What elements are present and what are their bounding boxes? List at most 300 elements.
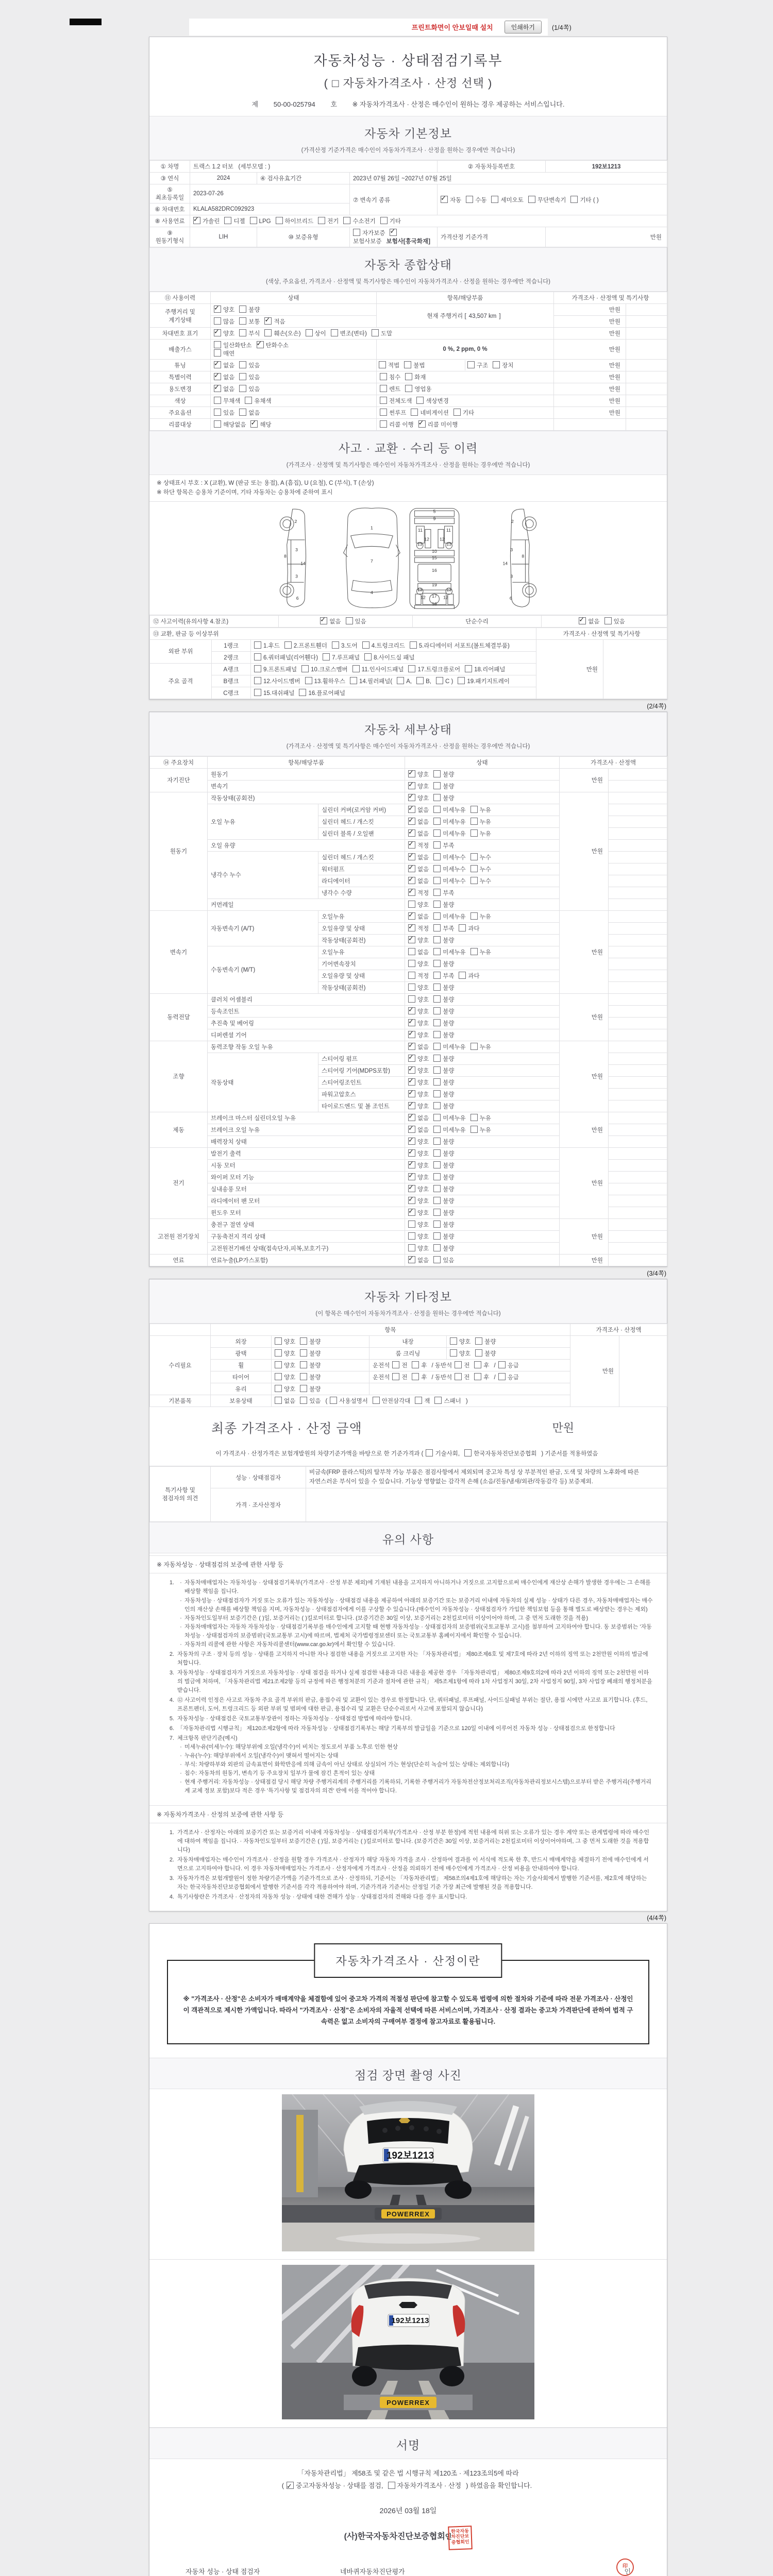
checkbox-unchecked — [380, 420, 387, 428]
row-vin-marking-label: 차대번호 표기 — [150, 328, 211, 340]
checkbox-unchecked — [380, 397, 387, 404]
checkbox-label: 적정 — [417, 890, 429, 896]
blank-cell — [609, 958, 667, 970]
state-options — [405, 851, 560, 863]
vin-marking-state — [211, 328, 554, 340]
checkbox-unchecked — [470, 1114, 478, 1121]
checkbox-checked — [408, 1055, 415, 1062]
checkbox-label: 미세누유 — [443, 913, 466, 920]
value-engine-type: LIH — [190, 227, 257, 247]
checkbox-unchecked — [433, 1078, 441, 1086]
checkbox-unchecked — [275, 1373, 282, 1380]
checkbox-unchecked — [433, 1232, 441, 1240]
checkbox-unchecked — [408, 995, 415, 1003]
checkbox-unchecked — [433, 889, 441, 896]
price-cell: 만원 — [554, 383, 626, 395]
checkbox-label: 불량 — [443, 1079, 455, 1086]
checkbox-unchecked — [433, 818, 441, 825]
checkbox-label: 없음 — [417, 1044, 429, 1050]
signature-row — [186, 2562, 631, 2576]
checkbox-label: 사용설명서 — [339, 1398, 368, 1404]
checkbox-label: 없음 — [223, 363, 235, 369]
checkbox-unchecked — [408, 1244, 415, 1251]
checkbox-unchecked — [467, 361, 475, 368]
checkbox-label: 미세누유 — [443, 949, 466, 956]
checkbox-label: 양호 — [417, 1233, 429, 1240]
notice-item: 3. 자동차가격은 보험개발원이 정한 차량기준가액을 기준가격으로 조사 · 산정하되, 기준서는 「자동차관리법」 제58조의4제1호에 해당하는 자는 기술사회에서 발행한 기준서를, 제2호에 해당하는 자는 한국자동차진단보증협회에서 발행한 기준서를 각각 적용하여야 하며, 기준가격과 기준서는 산정일 기준 가장 최근에 발행된 것을 적용합니다. — [169, 1875, 647, 1890]
blank-cell — [609, 946, 667, 958]
checkbox-label: 전 — [464, 1374, 470, 1381]
checkbox-unchecked — [466, 196, 473, 203]
checkbox-label: 없음 — [417, 878, 429, 885]
appraisal-guide-title: 자동차가격조사 · 산정이란 — [314, 1943, 502, 1978]
blank-head — [150, 1324, 211, 1335]
row-recall-label: 리콜대상 — [150, 419, 211, 431]
state-options — [405, 1136, 560, 1147]
blank-cell — [609, 1064, 667, 1076]
checkbox-label: 없음 — [417, 1127, 429, 1133]
device-group: 연료 — [150, 1254, 208, 1266]
print-button[interactable]: 인쇄하기 — [505, 21, 542, 33]
state-options — [405, 1230, 560, 1242]
checkbox-label: 불량 — [443, 1174, 455, 1181]
blank-cell — [609, 1218, 667, 1230]
checkbox-label: 양호 — [284, 1386, 296, 1393]
checkbox-unchecked — [433, 1197, 441, 1204]
svg-text:192보1213: 192보1213 — [391, 2316, 429, 2325]
text-segment: 운전석 — [373, 1362, 390, 1369]
checkbox-unchecked — [408, 665, 415, 672]
diagram-part-number: 2 — [511, 518, 514, 524]
checkbox-label: 잭 — [424, 1398, 430, 1404]
state-options — [405, 804, 560, 816]
diagram-part-number: 3 — [295, 547, 298, 552]
checkbox-unchecked — [433, 1185, 441, 1192]
checkbox-label: 불량 — [443, 1067, 455, 1074]
checkbox-checked — [214, 361, 221, 368]
checkbox-label: 미세누유 — [443, 1044, 466, 1050]
checkbox-checked — [408, 794, 415, 801]
state-options — [405, 816, 560, 827]
checkbox-label: 후 — [421, 1362, 427, 1369]
checkbox-unchecked — [275, 1385, 282, 1392]
diagram-legend — [149, 475, 667, 502]
section-title: 사고 · 교환 · 수리 등 이력 — [338, 442, 478, 455]
exchange-price-header: 가격조사 · 산정액 및 특기사항 — [536, 628, 667, 639]
checkbox-label: 양호 — [417, 1198, 429, 1205]
checkbox-label: 불량 — [443, 1008, 455, 1015]
state-options — [405, 993, 560, 1005]
checkbox-label: 불량 — [443, 1139, 455, 1145]
checkbox-unchecked — [300, 1337, 307, 1345]
checkbox-unchecked — [350, 677, 357, 684]
section-subtitle: (색상, 주요옵션, 가격조사 · 산정액 및 특기사항은 매수인이 자동차가격조사 · 산정을 원하는 경우에만 적습니다) — [265, 279, 551, 285]
row-usage-change-label: 용도변경 — [150, 383, 211, 395]
checkbox-unchecked — [475, 1349, 482, 1357]
checkbox-unchecked — [346, 617, 353, 624]
checkbox-unchecked — [254, 665, 261, 672]
sub-item-label: 라디에이터 — [318, 875, 405, 887]
checkbox-unchecked — [464, 1449, 472, 1456]
checkbox-unchecked — [353, 229, 360, 236]
page-indicator-3: (3/4쪽) — [647, 1269, 666, 1277]
diagram-part-number: 4 — [371, 589, 373, 595]
table-cell — [369, 1383, 570, 1395]
checkbox-checked — [408, 782, 415, 789]
sub-item-label: 스티어링 기어(MDPS포함) — [318, 1064, 405, 1076]
checkbox-unchecked — [433, 853, 441, 860]
main-options-state — [211, 407, 377, 419]
sub-item-label: 스티어링조인트 — [318, 1076, 405, 1088]
checkbox-label: 없음 — [588, 618, 600, 625]
checkbox-unchecked — [459, 972, 466, 979]
sub-item-label: 스티어링 펌프 — [318, 1053, 405, 1064]
checkbox-unchecked — [433, 1221, 441, 1228]
checkbox-label: A, — [406, 678, 412, 685]
diagram-part-number: 6 — [296, 595, 299, 601]
blank-cell — [609, 875, 667, 887]
checkbox-unchecked — [433, 1055, 441, 1062]
checkbox-label: 기술사회, — [435, 1450, 460, 1457]
state-options — [405, 827, 560, 839]
checkbox-unchecked — [323, 653, 330, 660]
item-label: 구동축전지 격리 상태 — [208, 1230, 405, 1242]
section-title: 유의 사항 — [382, 1533, 434, 1547]
checkbox-label: 불량 — [484, 1350, 496, 1357]
sign-role-label: 자동차 성능 · 상태 점검자 — [186, 2567, 260, 2575]
checkbox-unchecked — [405, 373, 412, 380]
checkbox-unchecked — [411, 409, 418, 416]
blank-cell — [626, 407, 667, 419]
section-overall-header — [149, 247, 667, 292]
checkbox-label: 미세누유 — [443, 819, 466, 825]
blank-cell — [626, 419, 667, 431]
checkbox-label: 적법 — [388, 363, 400, 369]
blank-cell — [609, 863, 667, 875]
checkbox-unchecked — [275, 1349, 282, 1357]
checkbox-label: 양호 — [417, 1186, 429, 1193]
checkbox-unchecked — [214, 317, 221, 325]
checkbox-unchecked — [433, 1114, 441, 1121]
diagram-part-number: 17 — [432, 593, 437, 599]
blank-cell — [609, 1207, 667, 1218]
checkbox-label: 1.후드 — [263, 642, 280, 649]
sub-item-label: 실린더 헤드 / 개스킷 — [318, 851, 405, 863]
table-cell — [369, 1371, 570, 1383]
sub-item-label: 오일유량 및 상태 — [318, 970, 405, 981]
checkbox-label: 양호 — [223, 307, 235, 313]
blank-cell — [609, 1159, 667, 1171]
checkbox-unchecked — [330, 1397, 337, 1404]
blank-cell — [609, 1124, 667, 1136]
doc-no-suffix: 호 — [330, 100, 337, 108]
checkbox-label: 불량 — [443, 1233, 455, 1240]
checkbox-label: 미세누수 — [443, 866, 466, 873]
checkbox-unchecked — [433, 1007, 441, 1014]
org-seal-stamp: 한국자동차진단보증협회인 — [448, 2526, 473, 2550]
checkbox-checked — [408, 924, 415, 931]
checkbox-label: 썬루프 — [389, 410, 407, 416]
overall-condition-table — [149, 292, 667, 431]
checkbox-label: 부족 — [443, 890, 455, 896]
section-notice-header — [149, 1522, 667, 1553]
checkbox-unchecked — [408, 1221, 415, 1228]
price-cell: 만원 — [554, 407, 626, 419]
checkbox-checked — [408, 770, 415, 777]
item-label: 작동상태(공회전) — [208, 792, 405, 804]
diagram-part-number: 2 — [294, 518, 297, 524]
checkbox-label: 부족 — [443, 925, 455, 932]
blank-cell — [626, 304, 667, 316]
checkbox-label: 전체도색 — [389, 398, 412, 404]
sub-item-label: 오일유량 및 상태 — [318, 922, 405, 934]
usage-change-detail — [377, 383, 554, 395]
diagram-part-number: 3 — [510, 547, 513, 552]
checkbox-checked — [408, 1256, 415, 1263]
text-segment: / 동반석 — [431, 1362, 452, 1369]
checkbox-label: 없음 — [223, 386, 235, 393]
checkbox-label: 적정 — [417, 842, 429, 849]
checkbox-unchecked — [405, 385, 412, 392]
checkbox-label: 불량 — [443, 1245, 455, 1252]
value-transmission-type — [438, 184, 667, 215]
checkbox-label: 없음 — [417, 949, 429, 956]
checkbox-label: 없음 — [248, 410, 260, 416]
checkbox-unchecked — [379, 361, 386, 368]
checkbox-label: LPG — [259, 218, 271, 225]
checkbox-unchecked — [470, 1043, 478, 1050]
checkbox-label: 없음 — [417, 1115, 429, 1122]
checkbox-checked — [408, 1031, 415, 1038]
value-car-name: 트랙스 1.2 터보 (세부모델 : ) — [190, 161, 438, 173]
blank-cell — [609, 839, 667, 851]
checkbox-label: 없음 — [417, 807, 429, 814]
text-segment: / — [494, 1362, 496, 1369]
section-accident-header — [149, 431, 667, 475]
state-options — [405, 887, 560, 899]
checkbox-label: 적정 — [417, 925, 429, 932]
state-options — [405, 946, 560, 958]
checkbox-label: 탄화수소 — [265, 343, 289, 349]
notice-item: 5. 자동차성능 · 상태점검은 국토교통부장관이 정하는 자동차성능 · 상태점검 방법에 따라야 합니다. — [169, 1716, 412, 1722]
blank-cell — [609, 792, 667, 804]
checkbox-checked — [408, 1161, 415, 1168]
checkbox-unchecked — [250, 217, 257, 224]
checkbox-unchecked — [214, 409, 221, 416]
checkbox-unchecked — [470, 853, 478, 860]
checkbox-label: 리콜 이행 — [389, 422, 414, 428]
checkbox-label: 있음 — [223, 410, 235, 416]
signature-block — [149, 2459, 667, 2576]
label-first-reg-date: ⑤ 최초등록일 — [150, 184, 190, 204]
checkbox-label: 수소전기 — [352, 218, 376, 225]
checkbox-label: 변조(변타) — [340, 331, 367, 337]
label-fuel-type: ⑧ 사용연료 — [150, 215, 190, 227]
inspection-photo-rear — [149, 2260, 667, 2428]
checkbox-label: 자동 — [450, 197, 462, 204]
notice-item: 1. 가격조사 · 산정자는 아래의 보증기간 또는 보증거리 이내에 자동차성능 · 상태점검기록부(가격조사 · 산정 부분 한정)에 적힌 내용에 허위 또는 오류가 있는 경우 계약 또는 관계법령에 따라 매수인에 대하여 책임을 집니다. · 자동차인도일부터 보증기간은 ( )일, 보증거리는 ( )킬로미터로 합니다. (보증기간은 30일 이상, 보증거리는 2천킬로미터 이상이어야하며, 그 중 먼저 도래한 것을 적용합니다) — [169, 1829, 649, 1853]
section-title: 자동차 세부상태 — [364, 722, 452, 736]
checkbox-checked — [408, 1126, 415, 1133]
checkbox-label: 스패너 — [444, 1398, 461, 1404]
group-basic-items: 기본품목 — [150, 1395, 211, 1406]
panel-rank-table — [149, 628, 667, 699]
notice-s2-items — [149, 1823, 667, 1911]
checkbox-checked — [408, 818, 415, 825]
notice-item: 1. · 자동차매매업자는 자동차성능 · 상태점검기록부(가격조사 · 산정 부분 제외)에 기재된 내용을 고지하지 아니하거나 거짓으로 고지함으로써 매수인에게 재산상 손해가 발생한 경우에는 그 손해를 배상할 책임을 집니다. · 자동차성능 · 상태점검자가 거짓 또는 오류가 있는 자동차성능 · 상태점검 내용을 제공하여 아래의 보증기간 또는 보증거리 이내에 자동차의 실제 성능 · 상태가 다른 경우, 자동차매매업자는 매수인의 재산상 손해를 배상할 책임을 지며, 자동차성능 · 상태점검자에게 이를 구상할 수 있습니다.(매수인이 자동차성능 · 상태점검자가 가입한 책임보험 등을 통해 별도로 배상받는 경우는 제외) · 자동차인도일부터 보증기간은 ( )일, 보증거리는 ( )킬로미터로 합니다. (보증기간은 30일 이상, 보증거리는 2천킬로미터 이상이어야 하며, 그 중 먼저 도래한 것을 적용) · 자동차매매업자는 자동차 자동차성능 · 상태점검기록부를 매수인에게 고지할 때 현행 자동차성능 · 상태점검자의 보증범위(국토교통부 고시)를 첨부하여 고지하여야 합니다. 동 보증범위는 '자동차성능 · 상태점검자의 보증범위'(국토교통부 고시)에 따르며, 법제처 국가법령정보센터 또는 국토교통부 홈페이지에서 확인할 수 있습니다. · 자동차의 리콜에 관한 사항은 자동차리콜센터(www.car.go.kr)에서 확인할 수 있습니다. — [169, 1580, 653, 1648]
checkbox-unchecked — [433, 912, 441, 920]
rank1-label: 1랭크 — [212, 639, 251, 651]
section-subtitle: (가격조사 · 산정액 및 특기사항은 매수인이 자동차가격조사 · 산정을 원하는 경우에만 적습니다) — [286, 462, 530, 468]
final-price-note — [149, 1442, 667, 1466]
item-label: 클러치 어셈블리 — [208, 993, 405, 1005]
checkbox-unchecked — [455, 1361, 462, 1368]
checkbox-label: 불량 — [443, 1186, 455, 1193]
checkbox-label: 적음 — [274, 319, 285, 325]
checkbox-label: 8.사이드실 패널 — [374, 654, 415, 661]
page-1 — [149, 37, 667, 700]
col-state: 상태 — [211, 292, 377, 304]
state-options — [405, 1053, 560, 1064]
col-item-part: 항목/해당부품 — [377, 292, 554, 304]
blank-cell — [609, 1147, 667, 1159]
checkbox-unchecked — [433, 1090, 441, 1097]
checkbox-unchecked — [433, 1126, 441, 1133]
checkbox-checked — [408, 853, 415, 860]
checkbox-label: 없음 — [417, 819, 429, 825]
print-install-link[interactable]: 프린트화면이 안보일때 설치 — [411, 24, 493, 31]
checkbox-checked — [408, 936, 415, 943]
checkbox-label: 누유 — [479, 819, 491, 825]
checkbox-label: 16.플로어패널 — [308, 690, 345, 697]
label-reg-number: ② 자동차등록번호 — [438, 161, 546, 173]
legend-note: ※ 하단 항목은 승용차 기준이며, 기타 자동차는 승용차에 준하여 표시 — [157, 489, 333, 496]
section-detail-header — [149, 712, 667, 756]
checkbox-unchecked — [475, 1337, 482, 1345]
checkbox-unchecked — [450, 1349, 457, 1357]
checkbox-label: 무채색 — [223, 398, 241, 404]
checkbox-label: 불량 — [443, 1162, 455, 1169]
checkbox-label: 불량 — [443, 902, 455, 908]
rankB-options — [251, 675, 536, 687]
checkbox-checked — [441, 196, 448, 203]
checkbox-label: 불량 — [443, 1091, 455, 1098]
checkbox-label: 불량 — [443, 1103, 455, 1110]
simple-repair-label: 단순수리 — [413, 615, 542, 627]
diagram-part-number: 13 — [446, 541, 452, 547]
checkbox-unchecked — [433, 948, 441, 955]
blank-cell — [626, 316, 667, 328]
checkbox-label: 가솔린 — [203, 218, 220, 225]
checkbox-label: 보험사보증 — [353, 239, 382, 245]
checkbox-label: 전 — [464, 1362, 470, 1369]
checkbox-label: 매연 — [223, 351, 235, 357]
checkbox-label: 구조 — [477, 363, 489, 369]
checkbox-label: 있음 — [613, 618, 625, 625]
checkbox-label: 불량 — [309, 1362, 321, 1369]
checkbox-checked — [408, 877, 415, 884]
legal-notice — [149, 1553, 667, 1911]
checkbox-label: 보통 — [248, 319, 260, 325]
text-segment: / — [494, 1374, 496, 1381]
blank-cell — [609, 1136, 667, 1147]
checkbox-label: 수동 — [475, 197, 487, 204]
checkbox-checked — [408, 1102, 415, 1109]
notice-item: 6. 「자동차관리법 시행규칙」 제120조제2항에 따라 자동차성능 · 상태점검기록부는 해당 기록부의 발급일을 기준으로 120일 이내에 이루어진 자동차 성능 · 상태점검으로 한정합니다 — [169, 1725, 615, 1732]
state-options — [405, 839, 560, 851]
final-price-title: 최종 가격조사 · 산정 금액 — [211, 1421, 362, 1436]
sub-item-label: 작동상태(공회전) — [318, 934, 405, 946]
notice-item: 7. 체크항목 판단기준(예시) · 미세누유(미세누수): 해당부위에 오일(냉각수)이 비치는 정도로서 부품 노후로 인한 현상 · 누유(누수): 해당부위에서 오일(냉각수)이 맺혀서 떨어지는 상태 · 부식: 차량하부와 외판의 금속표면이 화학반응에 의해 금속이 아닌 상태로 상실되어 가는 현상(단순히 녹슬어 있는 상태는 제외합니다) · 침수: 자동차의 원동기, 변속기 등 주요장치 일부가 물에 잠긴 흔적이 있는 상태 · 현재 주행거리: 자동차성능 · 상태점검 당시 해당 차량 주행거리계의 주행거리를 기록하되, 기록한 주행거리가 자동차전산정보처리조직(자동차관리정보시스템)으로부터 받은 주행거리(주행거리계 교체 정보 포함)보다 적은 경우 '특기사항 및 점검자의 의견' 란에 이를 적어야 합니다. — [169, 1735, 652, 1794]
checkbox-checked — [408, 1090, 415, 1097]
checkbox-unchecked — [275, 1397, 282, 1404]
blank-cell — [609, 934, 667, 946]
doc-no-prefix: 제 — [251, 100, 259, 108]
checkbox-label: 양호 — [417, 961, 429, 968]
emission-state — [211, 340, 377, 360]
print-toolbar — [149, 19, 667, 36]
checkbox-label: 누유 — [479, 1044, 491, 1050]
checkbox-label: 누유 — [479, 807, 491, 814]
diagram-part-number: 13 — [446, 587, 452, 592]
checkbox-label: 중고자동차성능 · 상태를 점검, — [296, 2482, 383, 2490]
checkbox-label: 적정 — [417, 973, 429, 979]
price-cell: 만원 — [560, 768, 609, 792]
checkbox-unchecked — [415, 1397, 422, 1404]
item-label: 작동상태 — [208, 1053, 318, 1112]
checkbox-label: 18.리어패널 — [474, 666, 506, 673]
diagram-part-number: 13 — [417, 587, 423, 592]
report-title-block — [149, 37, 667, 116]
blank-cell — [626, 340, 667, 360]
item-label: 등속조인트 — [208, 1005, 405, 1017]
diagram-part-number: 5 — [433, 509, 436, 514]
checkbox-checked — [408, 1209, 415, 1216]
sub-item-label: 기어변속장치 — [318, 958, 405, 970]
checkbox-label: 없음 — [417, 831, 429, 837]
remarks-inspector-label: 성능 · 상태점검자 — [211, 1466, 306, 1488]
device-group: 원동기 — [150, 792, 208, 910]
checkbox-unchecked — [380, 409, 387, 416]
diagram-part-number: 19 — [432, 582, 437, 587]
checkbox-unchecked — [433, 1244, 441, 1251]
checkbox-unchecked — [433, 1019, 441, 1026]
checkbox-label: 불량 — [309, 1338, 321, 1345]
sub-item-label: 타이로드엔드 및 볼 조인트 — [318, 1100, 405, 1112]
value-fuel-type — [190, 215, 667, 227]
checkbox-checked — [214, 385, 221, 392]
checkbox-unchecked — [300, 1349, 307, 1357]
checkbox-unchecked — [397, 677, 404, 684]
row-mileage-label: 주행거리 및 계기상태 — [150, 304, 211, 328]
checkbox-label: 양호 — [417, 1210, 429, 1216]
state-options — [405, 1076, 560, 1088]
checkbox-unchecked — [433, 806, 441, 813]
checkbox-label: 7.루프패널 — [332, 654, 360, 661]
checkbox-checked — [408, 1185, 415, 1192]
checkbox-unchecked — [433, 901, 441, 908]
table-cell — [272, 1395, 570, 1406]
checkbox-label: 양호 — [417, 1103, 429, 1110]
checkbox-unchecked — [254, 641, 261, 649]
table-cell — [447, 1347, 570, 1359]
blank-cell — [609, 1088, 667, 1100]
checkbox-unchecked — [433, 1161, 441, 1168]
state-options — [405, 1029, 560, 1041]
item-label: 수동변속기 (M/T) — [208, 946, 318, 993]
checkbox-label: 유채색 — [254, 398, 272, 404]
diagram-part-number: 12 — [421, 595, 426, 600]
